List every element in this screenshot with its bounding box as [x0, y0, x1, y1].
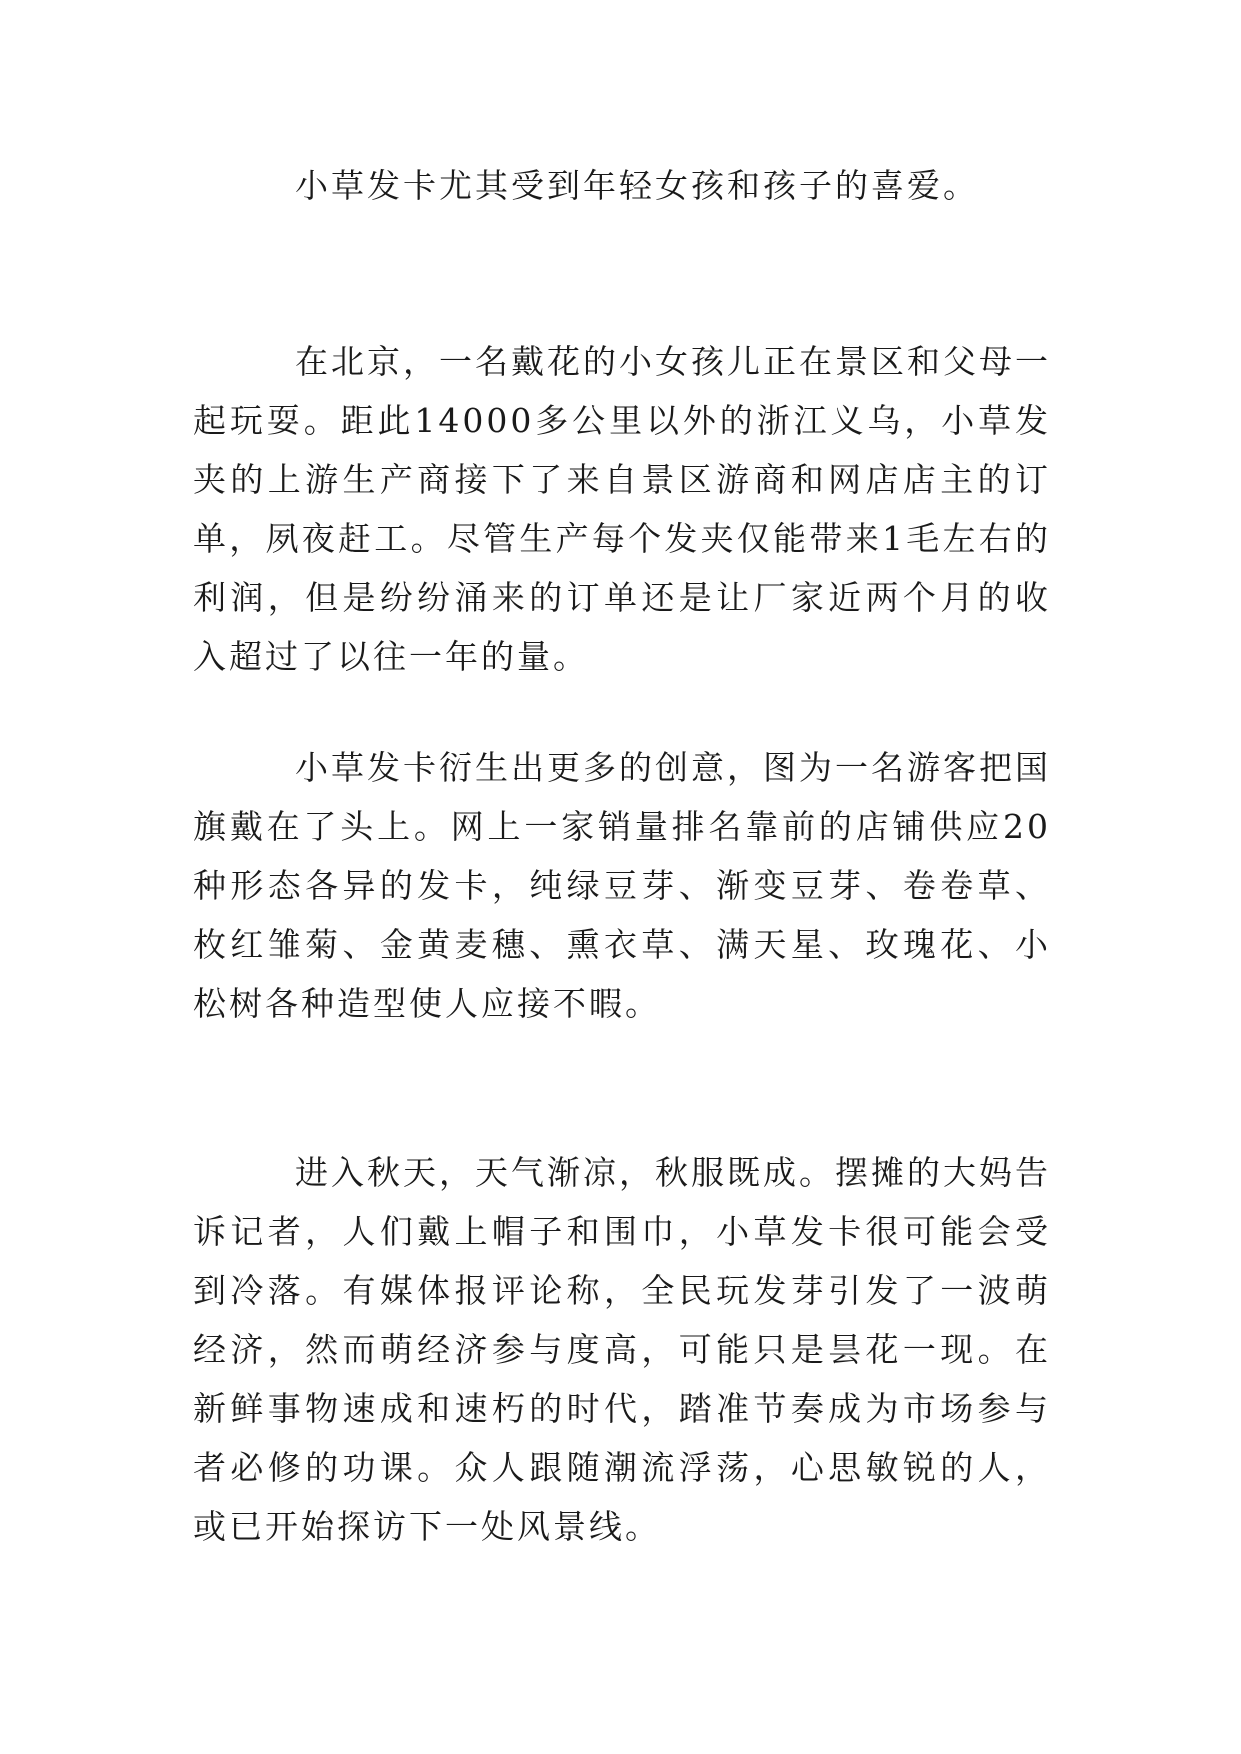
- paragraph-4: 进入秋天，天气渐凉，秋服既成。摆摊的大妈告诉记者，人们戴上帽子和围巾，小草发卡很可能会受到冷落。有媒体报评论称，全民玩发芽引发了一波萌经济，然而萌经济参与度高，可能只是昙花一现。在新鲜事物速成和速朽的时代，踏准节奏成为市场参与者必修的功课。众人跟随潮流浮荡，心思敏锐的人，或已开始探访下一处风景线。: [193, 1153, 1051, 1546]
- paragraph-2: 在北京，一名戴花的小女孩儿正在景区和父母一起玩耍。距此14000多公里以外的浙江义乌，小草发夹的上游生产商接下了来自景区游商和网店店主的订单，夙夜赶工。尽管生产每个发夹仅能带来1毛左右的利润，但是纷纷涌来的订单还是让厂家近两个月的收入超过了以往一年的量。: [193, 342, 1051, 676]
- paragraph-3: 小草发卡衍生出更多的创意，图为一名游客把国旗戴在了头上。网上一家销量排名靠前的店铺供应20种形态各异的发卡，纯绿豆芽、渐变豆芽、卷卷草、枚红雏菊、金黄麦穗、熏衣草、满天星、玫瑰花、小松树各种造型使人应接不暇。: [193, 748, 1051, 1023]
- paragraph-1: 小草发卡尤其受到年轻女孩和孩子的喜爱。: [295, 166, 979, 205]
